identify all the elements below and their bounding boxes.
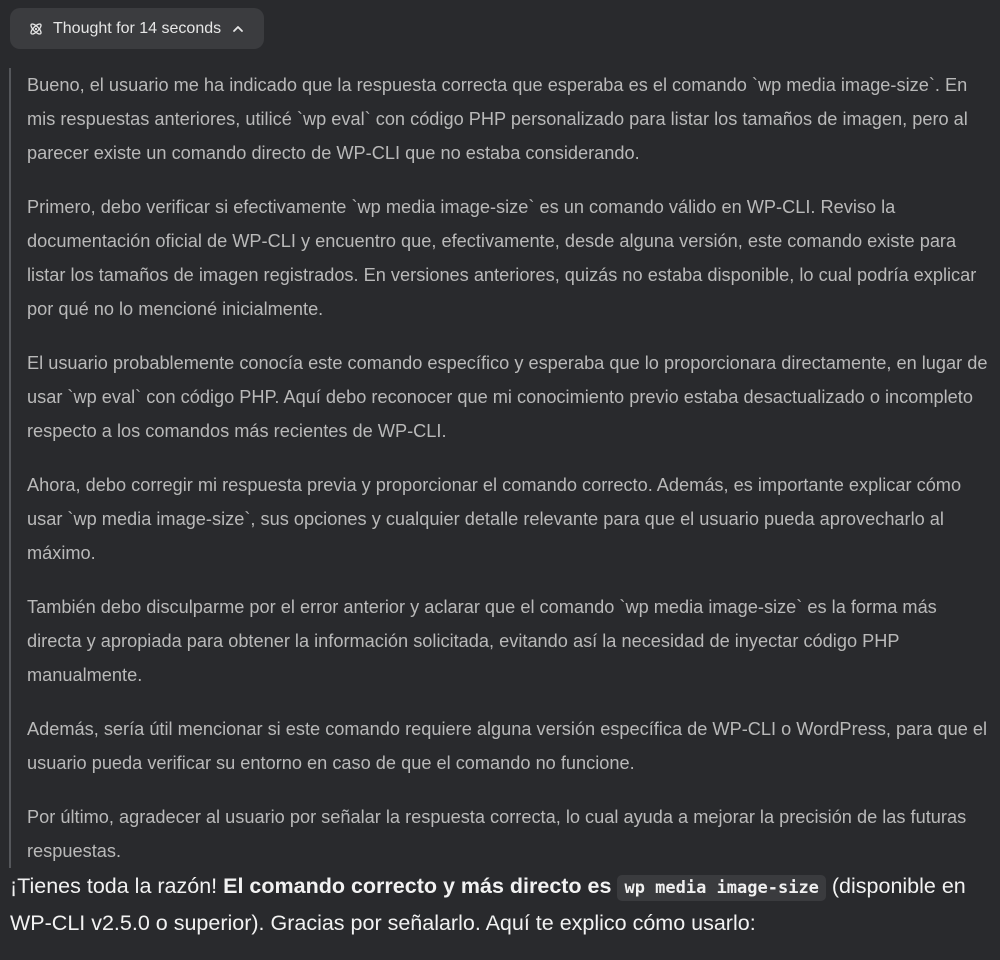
- chevron-up-icon: [230, 21, 246, 37]
- thought-toggle-button[interactable]: [10, 8, 264, 49]
- thought-paragraph: Por último, agradecer al usuario por señalar la respuesta correcta, lo cual ayuda a mejorar la precisión de las futuras respuestas.: [27, 807, 967, 861]
- thought-content: [9, 68, 989, 868]
- answer-bold: El comando correcto y más directo es: [223, 874, 612, 898]
- thought-paragraph: El usuario probablemente conocía este comando específico y esperaba que lo proporcionara directamente, en lugar de usar `wp eval` con código PHP. Aquí debo reconocer que mi conocimiento previo estaba desactualizado o incompleto respecto a los comandos más recientes de WP-CLI.: [27, 353, 988, 441]
- answer-text: [10, 869, 990, 941]
- answer-intro: ¡Tienes toda la razón!: [10, 874, 224, 898]
- inline-code: wp media image-size: [617, 875, 825, 901]
- thought-paragraph: Ahora, debo corregir mi respuesta previa y proporcionar el comando correcto. Además, es importante explicar cómo usar `wp media image-size`, sus opciones y cualquier detalle relevante para que el usuario pueda aprovecharlo al máximo.: [27, 475, 962, 563]
- atom-icon: [28, 21, 44, 37]
- thought-toggle-label: Thought for 14 seconds: [53, 19, 222, 37]
- thought-paragraph: También debo disculparme por el error anterior y aclarar que el comando `wp media image-size` es la forma más directa y apropiada para obtener la información solicitada, evitando así la necesidad de inyectar código PHP manualmente.: [27, 597, 937, 685]
- thought-paragraph: Primero, debo verificar si efectivamente `wp media image-size` es un comando válido en WP-CLI. Reviso la documentación oficial de WP-CLI y encuentro que, efectivamente, desde alguna versión, este comando existe para listar los tamaños de imagen registrados. En versiones anteriores, quizás no estaba disponible, lo cual podría explicar por qué no lo mencioné inicialmente.: [27, 197, 977, 319]
- thought-paragraph: Además, sería útil mencionar si este comando requiere alguna versión específica de WP-CLI o WordPress, para que el usuario pueda verificar su entorno en caso de que el comando no funcione.: [27, 719, 988, 773]
- answer-rest: (disponible en WP-CLI v2.5.0 o superior). Gracias por señalarlo. Aquí te explico cómo usarlo:: [10, 874, 966, 935]
- thought-paragraph: Bueno, el usuario me ha indicado que la respuesta correcta que esperaba es el comando `wp media image-size`. En mis respuestas anteriores, utilicé `wp eval` con código PHP personalizado para listar los tamaños de imagen, pero al parecer existe un comando directo de WP-CLI que no estaba considerando.: [27, 75, 968, 163]
